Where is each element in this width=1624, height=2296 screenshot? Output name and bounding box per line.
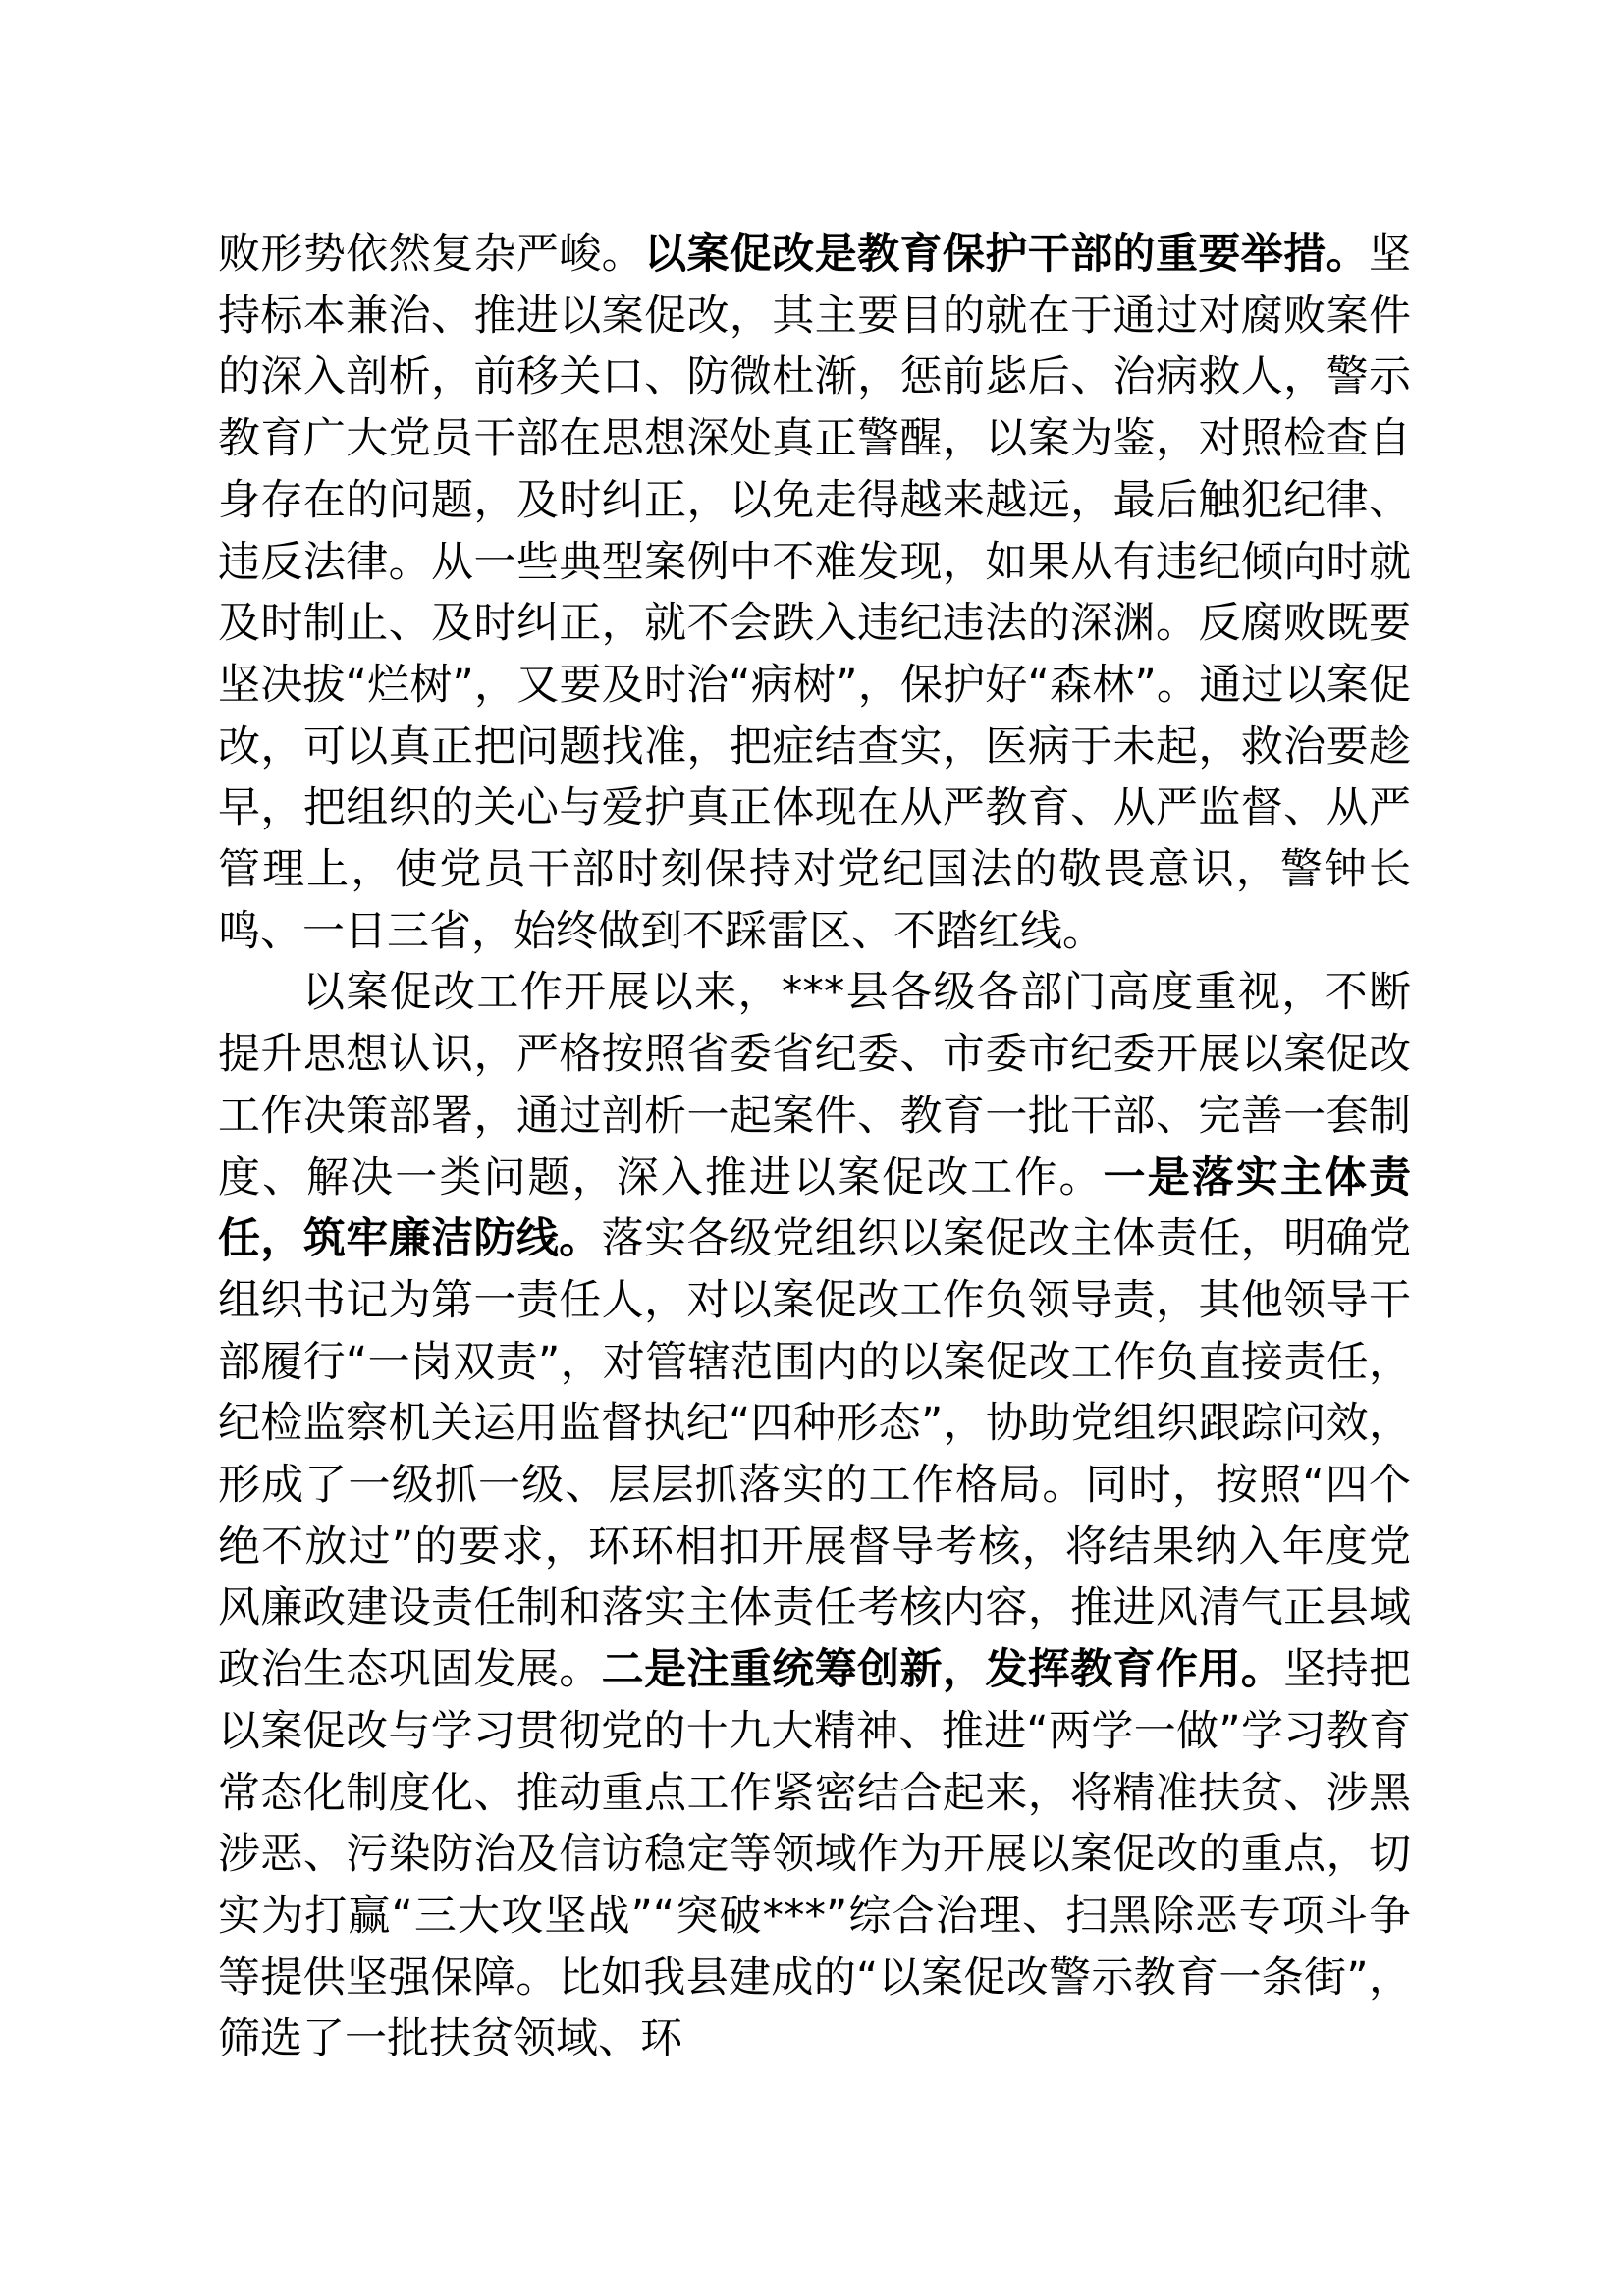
paragraph-2-text-1: 以案促改工作开展以来，***县各级各部门高度重视，不断提升思想认识，严格按照省委省纪委、市委市纪委开展以案促改工作决策部署，通过剖析一起案件、教育一批干部、完善一套制度、解决一类问题，深入推进以案促改工作。 — [218, 968, 1411, 1202]
paragraph-1-text-2: 坚持标本兼治、推进以案促改，其主要目的就在于通过对腐败案件的深入剖析，前移关口、防微杜渐，惩前毖后、治病救人，警示教育广大党员干部在思想深处真正警醒，以案为鉴，对照检查自身存在的问题，及时纠正，以免走得越来越远，最后触犯纪律、违反法律。从一些典型案例中不难发现，如果从有违纪倾向时就及时制止、及时纠正，就不会跌入违纪违法的深渊。反腐败既要坚决拔“烂树”，又要及时治“病树”，保护好“森林”。通过以案促改，可以真正把问题找准，把症结查实，医病于未起，救治要趁早，把组织的关心与爱护真正体现在从严教育、从严监督、从严管理上，使党员干部时刻保持对党纪国法的敬畏意识，警钟长鸣、一日三省，始终做到不踩雷区、不踏红线。 — [218, 230, 1412, 956]
paragraph-2-emphasis-2: 二是注重统筹创新，发挥教育作用。 — [601, 1645, 1284, 1695]
paragraph-1-text-1: 败形势依然复杂严峻。 — [218, 230, 645, 279]
paragraph-2-text-3: 坚持把以案促改与学习贯彻党的十九大精神、推进“两学一做”学习教育常态化制度化、推动重点工作紧密结合起来，将精准扶贫、涉黑涉恶、污染防治及信访稳定等领域作为开展以案促改的重点，切实为打赢“三大攻坚战”“突破***”综合治理、扫黑除恶专项斗争等提供坚强保障。比如我县建成的“以案促改警示教育一条街”，筛选了一批扶贫领域、环 — [218, 1645, 1412, 2064]
paragraph-2-emphasis-1: 一是落实主体责任，筑牢廉洁防线。 — [218, 1152, 1412, 1264]
paragraph-1 — [218, 224, 1411, 962]
paragraph-1-emphasis-1: 以案促改是教育保护干部的重要举措。 — [644, 230, 1370, 279]
paragraph-2-text-2: 落实各级党组织以案促改主体责任，明确党组织书记为第一责任人，对以案促改工作负领导责，其他领导干部履行“一岗双责”，对管辖范围内的以案促改工作负直接责任，纪检监察机关运用监督执纪“四种形态”，协助党组织跟踪问效，形成了一级抓一级、层层抓落实的工作格局。同时，按照“四个绝不放过”的要求，环环相扣开展督导考核，将结果纳入年度党风廉政建设责任制和落实主体责任考核内容，推进风清气正县域政治生态巩固发展。 — [218, 1214, 1412, 1695]
document-body — [218, 224, 1411, 2070]
paragraph-2 — [218, 962, 1411, 2070]
